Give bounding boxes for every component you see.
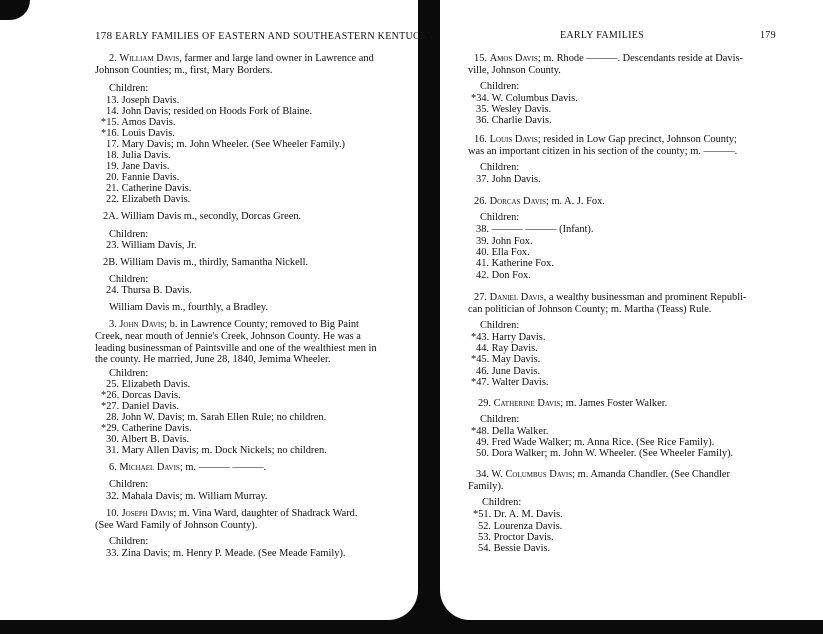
left-header	[95, 30, 435, 42]
text-span: ; b. in Lawrence County; removed to Big Paint	[164, 319, 359, 330]
person-name: Dorcas Davis	[489, 196, 546, 207]
children-label	[109, 536, 148, 548]
text-line	[106, 285, 192, 297]
text-line	[473, 509, 563, 521]
text-span: 53. Proctor Davis.	[478, 532, 554, 543]
text-line	[106, 491, 267, 503]
text-span: 14. John Davis; resided on Hoods Fork of Blaine.	[106, 106, 313, 117]
text-line	[476, 258, 554, 270]
person-name: Joseph Davis	[121, 508, 174, 519]
text-span: was an important citizen in his section of the county; m. ———.	[468, 146, 738, 157]
text-span: Creek, near mouth of Jennie's Creek, Johnson County. He was a	[95, 331, 361, 342]
entry-heading	[474, 53, 743, 65]
text-line	[106, 240, 197, 252]
text-span: 30. Albert B. Davis.	[106, 434, 190, 445]
text-span: 31. Mary Allen Davis; m. Dock Nickels; no children.	[106, 445, 327, 456]
text-span: 24. Thursa B. Davis.	[106, 285, 192, 296]
children-label	[480, 414, 519, 426]
text-span: 54. Bessie Davis.	[478, 543, 551, 554]
text-line	[106, 548, 346, 560]
text-line	[478, 543, 550, 555]
text-span: 52. Lourenza Davis.	[478, 521, 563, 532]
text-span: 20. Fannie Davis.	[106, 172, 180, 183]
text-span: Children:	[482, 497, 522, 508]
text-span: Johnson Counties; m., first, Mary Borders.	[95, 65, 273, 76]
text-span: William Davis m., fourthly, a Bradley.	[109, 302, 268, 313]
text-span: ; resided in Low Gap precinct, Johnson County;	[537, 134, 737, 145]
text-span: 49. Fred Wade Walker; m. Anna Rice. (See Rice Family).	[476, 437, 715, 448]
text-span: ville, Johnson County.	[468, 65, 561, 76]
text-span: 41. Katherine Fox.	[476, 258, 554, 269]
text-span: 23. William Davis, Jr.	[106, 240, 197, 251]
text-line	[476, 115, 552, 127]
text-line	[109, 302, 268, 314]
text-line	[468, 304, 711, 316]
text-span: 3.	[109, 319, 120, 330]
text-span: Children:	[109, 368, 149, 379]
text-span: 18. Julia Davis.	[106, 150, 171, 161]
text-span: 22. Elizabeth Davis.	[106, 194, 191, 205]
text-span: (See Ward Family of Johnson County).	[95, 520, 258, 531]
text-span: 50. Dora Walker; m. John W. Wheeler. (See Wheeler Family).	[476, 448, 734, 459]
text-span: the county. He married, June 28, 1840, Jemima Wheeler.	[95, 354, 331, 365]
text-span: *48. Della Walker.	[471, 426, 549, 437]
text-line	[468, 481, 504, 493]
text-line	[471, 377, 548, 389]
text-span: ; m. James Foster Walker.	[560, 398, 668, 409]
text-span: Children:	[109, 274, 149, 285]
person-name: Louis Davis	[489, 134, 538, 145]
text-span: 35. Wesley Davis.	[476, 104, 552, 115]
text-span: *43. Harry Davis.	[471, 332, 546, 343]
text-span: 26.	[474, 196, 490, 207]
text-line	[103, 211, 301, 223]
text-line	[471, 354, 540, 366]
text-line	[476, 174, 541, 186]
text-span: 16.	[474, 134, 490, 145]
text-span: can politician of Johnson County; m. Martha (Teass) Rule.	[468, 304, 712, 315]
text-span: 29.	[478, 398, 494, 409]
text-span: 2.	[109, 53, 120, 64]
text-span: Children:	[480, 162, 520, 173]
text-span: *51. Dr. A. M. Davis.	[473, 509, 563, 520]
text-span: *47. Walter Davis.	[471, 377, 549, 388]
entry-heading	[474, 196, 605, 208]
text-span: *16. Louis Davis.	[101, 128, 175, 139]
running-head: EARLY FAMILIES OF EASTERN AND SOUTHEASTERN KENTUCKY	[115, 31, 436, 42]
text-line	[95, 331, 361, 343]
text-span: 38. ——— ——— (Infant).	[476, 224, 594, 235]
text-span: Children:	[480, 212, 520, 223]
text-span: 39. John Fox.	[476, 236, 533, 247]
text-span: Family).	[468, 481, 504, 492]
entry-heading	[109, 462, 266, 474]
entry-heading	[474, 134, 737, 146]
text-span: , farmer and large land owner in Lawrence and	[179, 53, 374, 64]
text-span: 2A. William Davis m., secondly, Dorcas Green.	[103, 211, 302, 222]
text-line	[476, 270, 531, 282]
text-span: *15. Amos Davis.	[101, 117, 176, 128]
text-span: 33. Zina Davis; m. Henry P. Meade. (See Meade Family).	[106, 548, 346, 559]
text-span: 37. John Davis.	[476, 174, 541, 185]
text-span: leading businessman of Paintsville and one of the wealthiest men in	[95, 343, 377, 354]
text-span: *26. Dorcas Davis.	[101, 390, 181, 401]
text-span: 19. Jane Davis.	[106, 161, 170, 172]
text-line	[95, 520, 257, 532]
text-span: 21. Catherine Davis.	[106, 183, 192, 194]
text-span: ; m. Amanda Chandler. (See Chandler	[572, 469, 730, 480]
text-line	[106, 445, 327, 457]
text-span: ; m. Vina Ward, daughter of Shadrack Ward.	[173, 508, 358, 519]
person-name: Amos Davis	[489, 53, 538, 64]
children-label	[109, 83, 148, 95]
children-label	[480, 320, 519, 332]
text-span: 15.	[474, 53, 490, 64]
person-name: John Davis	[119, 319, 165, 330]
text-line	[468, 65, 561, 77]
text-span: 46. June Davis.	[476, 366, 541, 377]
text-span: 13. Joseph Davis.	[106, 95, 180, 106]
text-span: 10.	[106, 508, 122, 519]
text-span: Children:	[480, 414, 520, 425]
text-span: , a wealthy businessman and prominent Republi-	[543, 292, 747, 303]
text-span: Children:	[109, 536, 149, 547]
entry-heading	[106, 508, 357, 520]
text-span: Children:	[480, 81, 520, 92]
text-span: 36. Charlie Davis.	[476, 115, 552, 126]
right-page-number: 179	[760, 30, 776, 41]
text-span: *27. Daniel Davis.	[101, 401, 179, 412]
person-name: Catherine Davis	[493, 398, 561, 409]
text-line	[476, 448, 733, 460]
text-span: *29. Catherine Davis.	[101, 423, 192, 434]
text-span: ; m. Rhode ———. Descendants reside at Davis-	[537, 53, 743, 64]
text-line	[103, 257, 308, 269]
text-span: *45. May Davis.	[471, 354, 541, 365]
text-span: 32. Mahala Davis; m. William Murray.	[106, 491, 268, 502]
text-line	[95, 65, 273, 77]
text-span: 25. Elizabeth Davis.	[106, 379, 191, 390]
children-label	[109, 479, 148, 491]
text-span: 44. Ray Davis.	[476, 343, 538, 354]
text-span: Children:	[109, 83, 149, 94]
text-span: Children:	[109, 229, 149, 240]
right-running-head: EARLY FAMILIES	[560, 30, 645, 41]
text-span: 6.	[109, 462, 120, 473]
text-span: ; m. A. J. Fox.	[545, 196, 605, 207]
text-span: *34. W. Columbus Davis.	[471, 93, 578, 104]
text-span: 40. Ella Fox.	[476, 247, 530, 258]
entry-heading	[109, 319, 359, 331]
person-name: William Davis	[119, 53, 180, 64]
children-label	[480, 162, 519, 174]
children-label	[482, 497, 521, 509]
entry-heading	[478, 398, 667, 410]
text-line	[106, 194, 190, 206]
text-span: 28. John W. Davis; m. Sarah Ellen Rule; no children.	[106, 412, 327, 423]
text-span: Children:	[480, 320, 520, 331]
text-span: Children:	[109, 479, 149, 490]
text-line	[476, 224, 593, 236]
children-label	[480, 212, 519, 224]
text-span: 34. W.	[476, 469, 506, 480]
page-number: 178	[95, 30, 113, 42]
text-span: 27.	[474, 292, 490, 303]
person-name: Daniel Davis	[489, 292, 544, 303]
entry-heading	[476, 469, 730, 481]
entry-heading	[109, 53, 374, 65]
text-span: 42. Don Fox.	[476, 270, 531, 281]
text-line	[95, 354, 330, 366]
person-name: Michael Davis	[119, 462, 180, 473]
children-label	[480, 81, 519, 93]
person-name: Columbus Davis	[505, 469, 573, 480]
entry-heading	[474, 292, 747, 304]
text-span: 17. Mary Davis; m. John Wheeler. (See Wheeler Family.)	[106, 139, 346, 150]
text-span: 2B. William Davis m., thirdly, Samantha Nickell.	[103, 257, 309, 268]
text-line	[468, 146, 737, 158]
text-span: ; m. ——— ———.	[179, 462, 267, 473]
